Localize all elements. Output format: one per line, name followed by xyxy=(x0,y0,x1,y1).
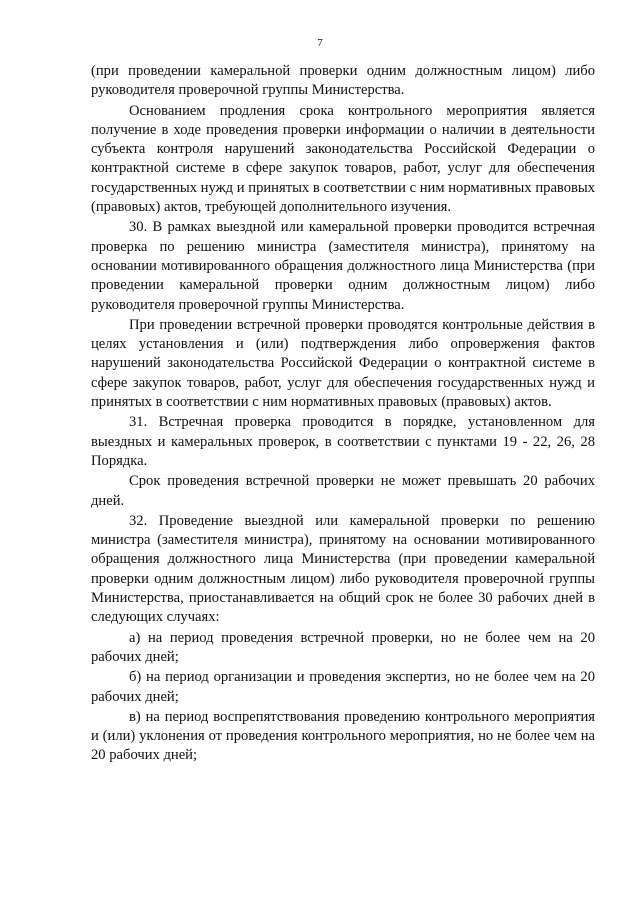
paragraph-clause-30: 30. В рамках выездной или камеральной проверки проводится встречная проверка по решению министра (заместителя министра), принятому на основании мотивированного обращения должностного лица Министерства (при проведении камеральной проверки одним должностным лицом) либо руководителя проверочной группы Министерства. xyxy=(91,219,595,313)
paragraph-clause-31: 31. Встречная проверка проводится в порядке, установленном для выездных и камеральных проверок, в соответствии с пунктами 19 - 22, 26, 28 Порядка. xyxy=(91,414,595,469)
paragraph-continuation: (при проведении камеральной проверки одним должностным лицом) либо руководителя проверочной группы Министерства. xyxy=(91,63,595,99)
list-item-b: б) на период организации и проведения экспертиз, но не более чем на 20 рабочих дней; xyxy=(91,669,595,705)
list-item-v: в) на период воспрепятствования проведению контрольного мероприятия и (или) уклонения от проведения контрольного мероприятия, но не более чем на 20 рабочих дней; xyxy=(91,708,595,764)
paragraph-clause-32: 32. Проведение выездной или камеральной проверки по решению министра (заместителя министра), принятому на основании мотивированного обращения должностного лица Министерства (при проведении камеральной проверки одним должностным лицом) либо руководителя проверочной группы Министерства, приостанавливается на общий срок не более 30 рабочих дней в следующих случаях: xyxy=(91,512,595,626)
page-number: 7 xyxy=(317,37,323,49)
document-body xyxy=(91,62,595,767)
paragraph-extension-grounds: Основанием продления срока контрольного мероприятия является получение в ходе проведения проверки информации о наличии в деятельности субъекта контроля нарушений законодательства Российской Федерации о контрактной системе в сфере закупок товаров, работ, услуг для обеспечения государственных нужд и принятых в соответствии с ним нормативных правовых (правовых) актов, требующей дополнительного изучения. xyxy=(91,102,595,216)
list-item-a: а) на период проведения встречной проверки, но не более чем на 20 рабочих дней; xyxy=(91,629,595,665)
paragraph-counter-check-actions: При проведении встречной проверки проводятся контрольные действия в целях установления и (или) подтверждения либо опровержения фактов нарушений законодательства Российской Федерации о контрактной системе в сфере закупок товаров, работ, услуг для обеспечения государственных нужд и принятых в соответствии с ним нормативных правовых (правовых) актов. xyxy=(91,316,595,411)
paragraph-counter-check-term: Срок проведения встречной проверки не может превышать 20 рабочих дней. xyxy=(91,473,595,509)
